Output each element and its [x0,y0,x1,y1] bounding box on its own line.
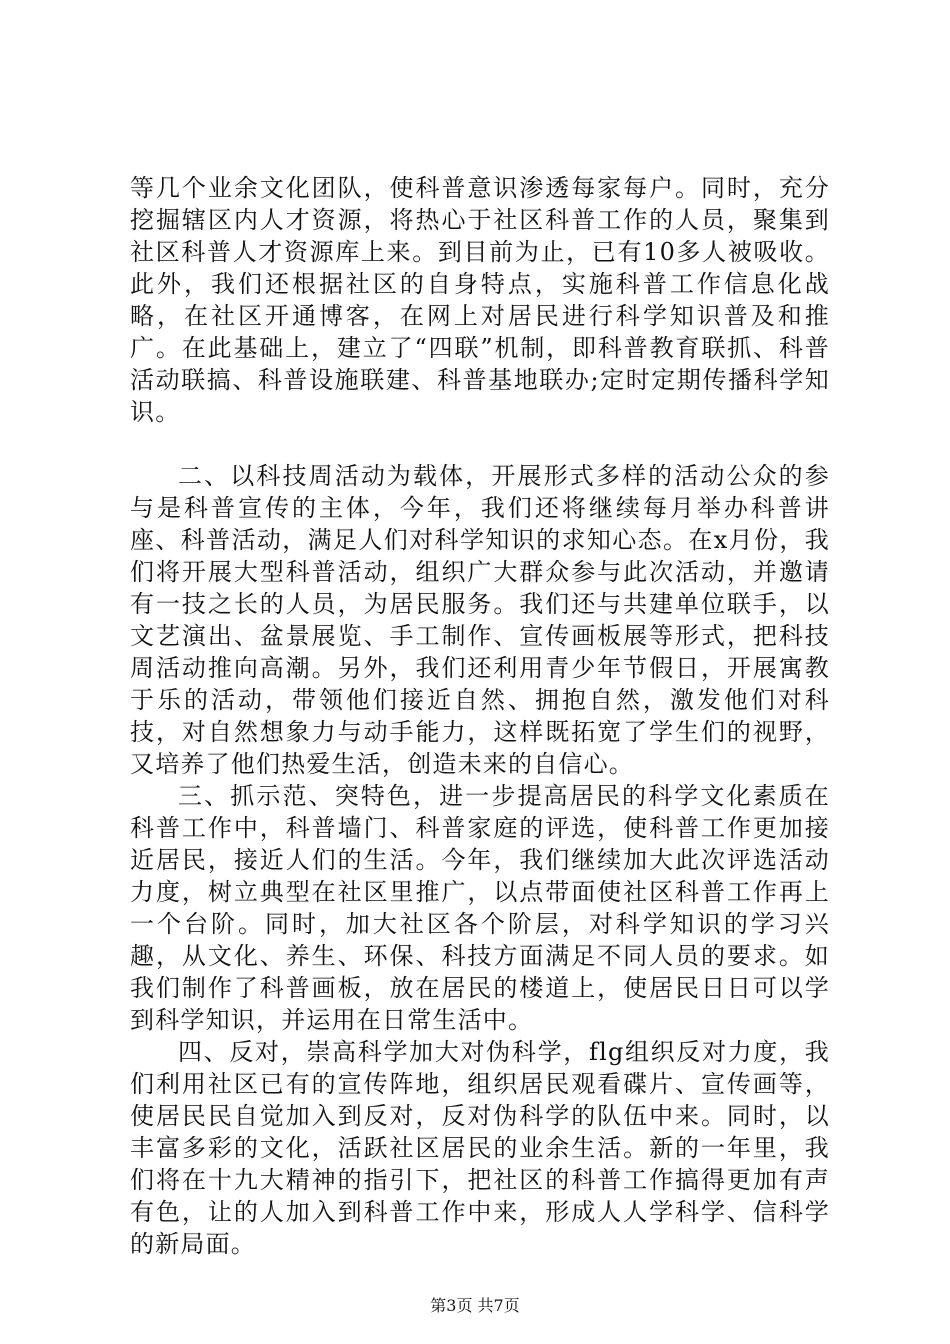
paragraph-section-two: 二、以科技周活动为载体，开展形式多样的活动公众的参与是科普宣传的主体，今年，我们还将继续每月举办科普讲座、科普活动，满足人们对科学知识的求知心态。在x月份，我们将开展大型科普活动，组织广大群众参与此次活动，并邀请有一技之长的人员，为居民服务。我们还与共建单位联手，以文艺演出、盆景展览、手工制作、宣传画板展等形式，把科技周活动推向高潮。另外，我们还利用青少年节假日，开展寓教于乐的活动，带领他们接近自然、拥抱自然，激发他们对科技，对自然想象力与动手能力，这样既拓宽了学生们的视野，又培养了他们热爱生活，创造未来的自信心。 [130,462,830,778]
paragraph-continuation: 等几个业余文化团队，使科普意识渗透每家每户。同时，充分挖掘辖区内人才资源，将热心于社区科普工作的人员，聚集到社区科普人才资源库上来。到目前为止，已有10多人被吸收。此外，我们还根据社区的自身特点，实施科普工作信息化战略，在社区开通博客，在网上对居民进行科学知识普及和推广。在此基础上，建立了“四联”机制，即科普教育联抓、科普活动联搞、科普设施联建、科普基地联办;定时定期传播科学知识。 [130,174,830,426]
document-body [130,172,830,1260]
paragraph-section-three: 三、抓示范、突特色，进一步提高居民的科学文化素质在科普工作中，科普墙门、科普家庭的评选，使科普工作更加接近居民，接近人们的生活。今年，我们继续加大此次评选活动力度，树立典型在社区里推广，以点带面使社区科普工作再上一个台阶。同时，加大社区各个阶层，对科学知识的学习兴趣，从文化、养生、环保、科技方面满足不同人员的要求。如我们制作了科普画板，放在居民的楼道上，使居民日日可以学到科学知识，并运用在日常生活中。 [130,782,830,1034]
paragraph-spacer [130,428,830,460]
page-number-footer: 第3页 共7页 [430,1296,520,1315]
paragraph-section-four: 四、反对，崇高科学加大对伪科学，flg组织反对力度，我们利用社区已有的宣传阵地，组织居民观看碟片、宣传画等，使居民民自觉加入到反对，反对伪科学的队伍中来。同时，以丰富多彩的文化，活跃社区居民的业余生活。新的一年里，我们将在十九大精神的指引下，把社区的科普工作搞得更加有声有色，让的人加入到科普工作中来，形成人人学科学、信科学的新局面。 [130,1038,830,1258]
